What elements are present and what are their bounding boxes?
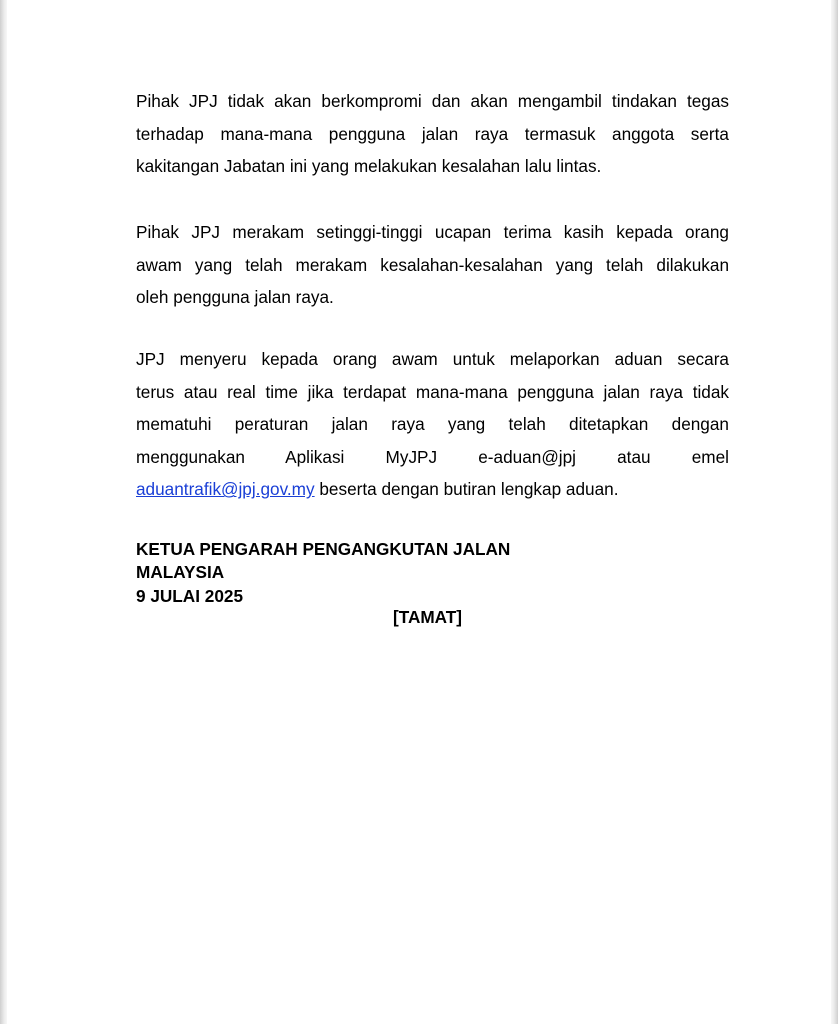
paragraph-line: oleh pengguna jalan raya.	[136, 287, 334, 308]
email-line-tail: beserta dengan butiran lengkap aduan.	[314, 479, 619, 500]
end-marker: [TAMAT]	[393, 607, 463, 627]
signature-title-line2: MALAYSIA	[136, 562, 225, 582]
paragraph-line: Pihak JPJ merakam setinggi-tinggi ucapan terima kasih kepada orang	[136, 222, 729, 242]
paragraph-line: Pihak JPJ tidak akan berkompromi dan akan mengambil tindakan tegas	[136, 91, 729, 111]
paragraph-line: terhadap mana-mana pengguna jalan raya termasuk anggota serta	[136, 123, 729, 144]
page-edge-right	[831, 0, 838, 1024]
email-link[interactable]: aduantrafik@jpj.gov.my	[136, 479, 315, 500]
page-edge-left	[0, 0, 7, 1024]
paragraph-line: mematuhi peraturan jalan raya yang telah ditetapkan dengan	[136, 414, 729, 435]
paragraph-line: terus atau real time jika terdapat mana-mana pengguna jalan raya tidak	[136, 381, 729, 402]
paragraph-line-email	[136, 473, 729, 506]
paragraph-line: kakitangan Jabatan ini yang melakukan kesalahan lalu lintas.	[136, 156, 602, 177]
signature-date: 9 JULAI 2025	[136, 586, 244, 606]
paragraph-enforcement	[136, 85, 729, 183]
paragraph-report-appeal	[136, 343, 729, 506]
paragraph-line: menggunakan Aplikasi MyJPJ e-aduan@jpj atau emel	[136, 446, 729, 467]
paragraph-line: JPJ menyeru kepada orang awam untuk melaporkan aduan secara	[136, 349, 729, 369]
signature-title-line1: KETUA PENGARAH PENGANGKUTAN JALAN	[136, 539, 511, 559]
paragraph-thanks	[136, 216, 729, 314]
paragraph-line: awam yang telah merakam kesalahan-kesalahan yang telah dilakukan	[136, 254, 729, 275]
